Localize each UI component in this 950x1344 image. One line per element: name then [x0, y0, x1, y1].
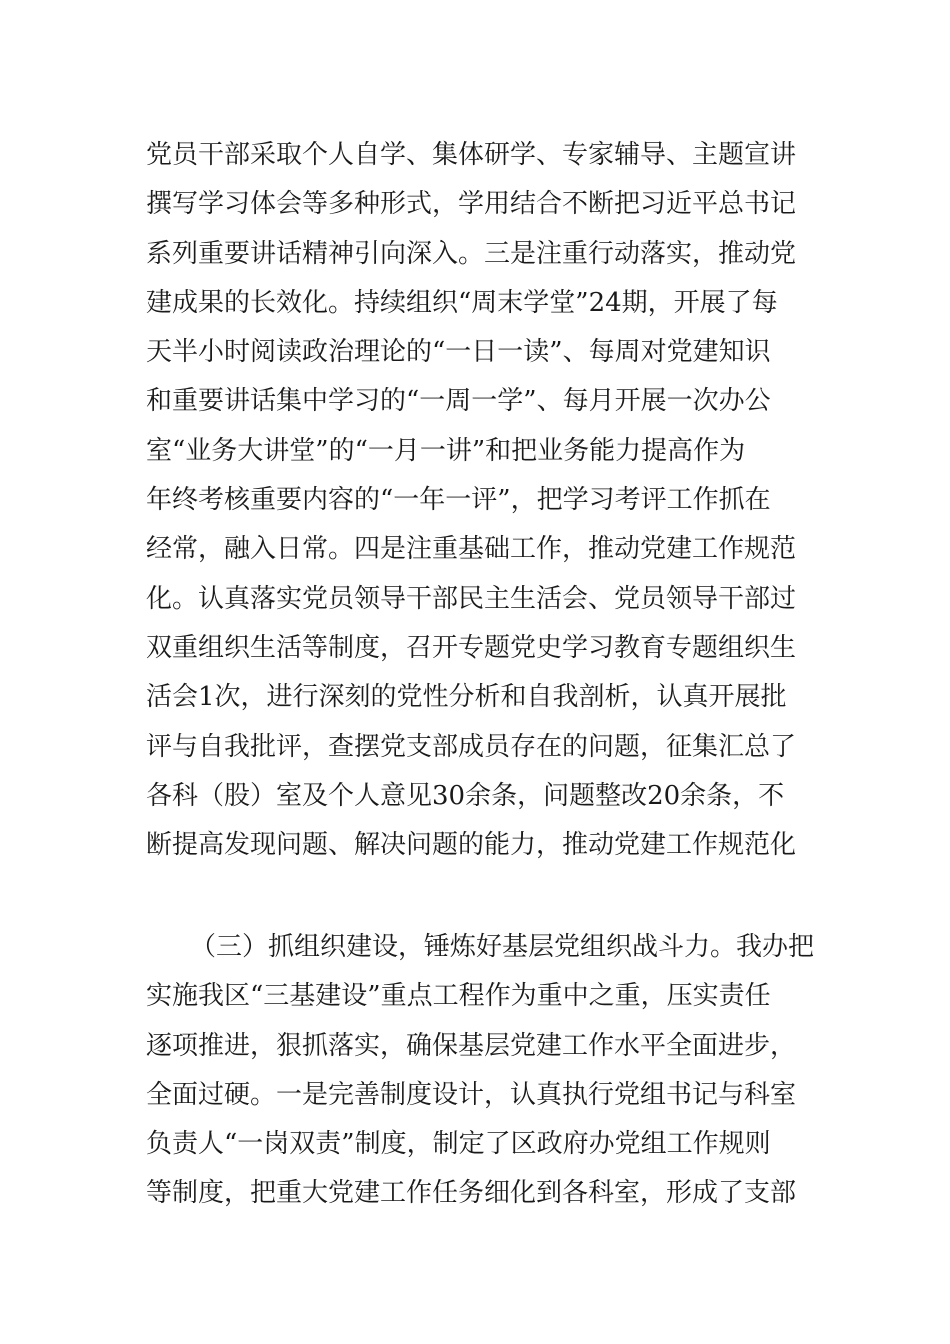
text-line: 室“业务大讲堂”的“一月一讲”和把业务能力提高作为	[146, 435, 746, 466]
text-line: 建成果的长效化。持续组织“周末学堂”24期，开展了每	[146, 287, 778, 318]
text-line: 经常，融入日常。四是注重基础工作，推动党建工作规范	[146, 534, 797, 565]
paragraph-continued	[146, 133, 826, 872]
text-line: 天半小时阅读政治理论的“一日一读”、每周对党建知识	[146, 337, 771, 368]
text-line: 等制度，把重大党建工作任务细化到各科室，形成了支部	[146, 1178, 797, 1209]
text-line: 双重组织生活等制度，召开专题党史学习教育专题组织生	[146, 632, 797, 663]
text-line: 党员干部采取个人自学、集体研学、专家辅导、主题宣讲	[146, 140, 797, 170]
text-line: 年终考核重要内容的“一年一评”，把学习考评工作抓在	[146, 485, 771, 516]
paragraph-section-three	[146, 925, 826, 1221]
text-line: 逐项推进，狠抓落实，确保基层党建工作水平全面进步，	[146, 1030, 797, 1061]
text-line: 活会1次，进行深刻的党性分析和自我剖析，认真开展批	[146, 682, 787, 713]
text-line: 各科（股）室及个人意见30余条，问题整改20余条，不	[146, 780, 785, 811]
text-line: 评与自我批评，查摆党支部成员存在的问题，征集汇总了	[146, 731, 797, 762]
text-line: 系列重要讲话精神引向深入。三是注重行动落实，推动党	[146, 238, 797, 269]
text-line: 撰写学习体会等多种形式，学用结合不断把习近平总书记	[146, 189, 797, 220]
text-line: 和重要讲话集中学习的“一周一学”、每月开展一次办公	[146, 386, 771, 417]
section-heading-line: （三）抓组织建设，锤炼好基层党组织战斗力。我办把	[190, 932, 815, 962]
text-line: 断提高发现问题、解决问题的能力，推动党建工作规范化	[146, 830, 797, 861]
text-line: 化。认真落实党员领导干部民主生活会、党员领导干部过	[146, 583, 797, 614]
text-line: 全面过硬。一是完善制度设计，认真执行党组书记与科室	[146, 1079, 797, 1110]
text-line: 负责人“一岗双责”制度，制定了区政府办党组工作规则	[146, 1129, 771, 1160]
text-line: 实施我区“三基建设”重点工程作为重中之重，压实责任	[146, 981, 771, 1012]
